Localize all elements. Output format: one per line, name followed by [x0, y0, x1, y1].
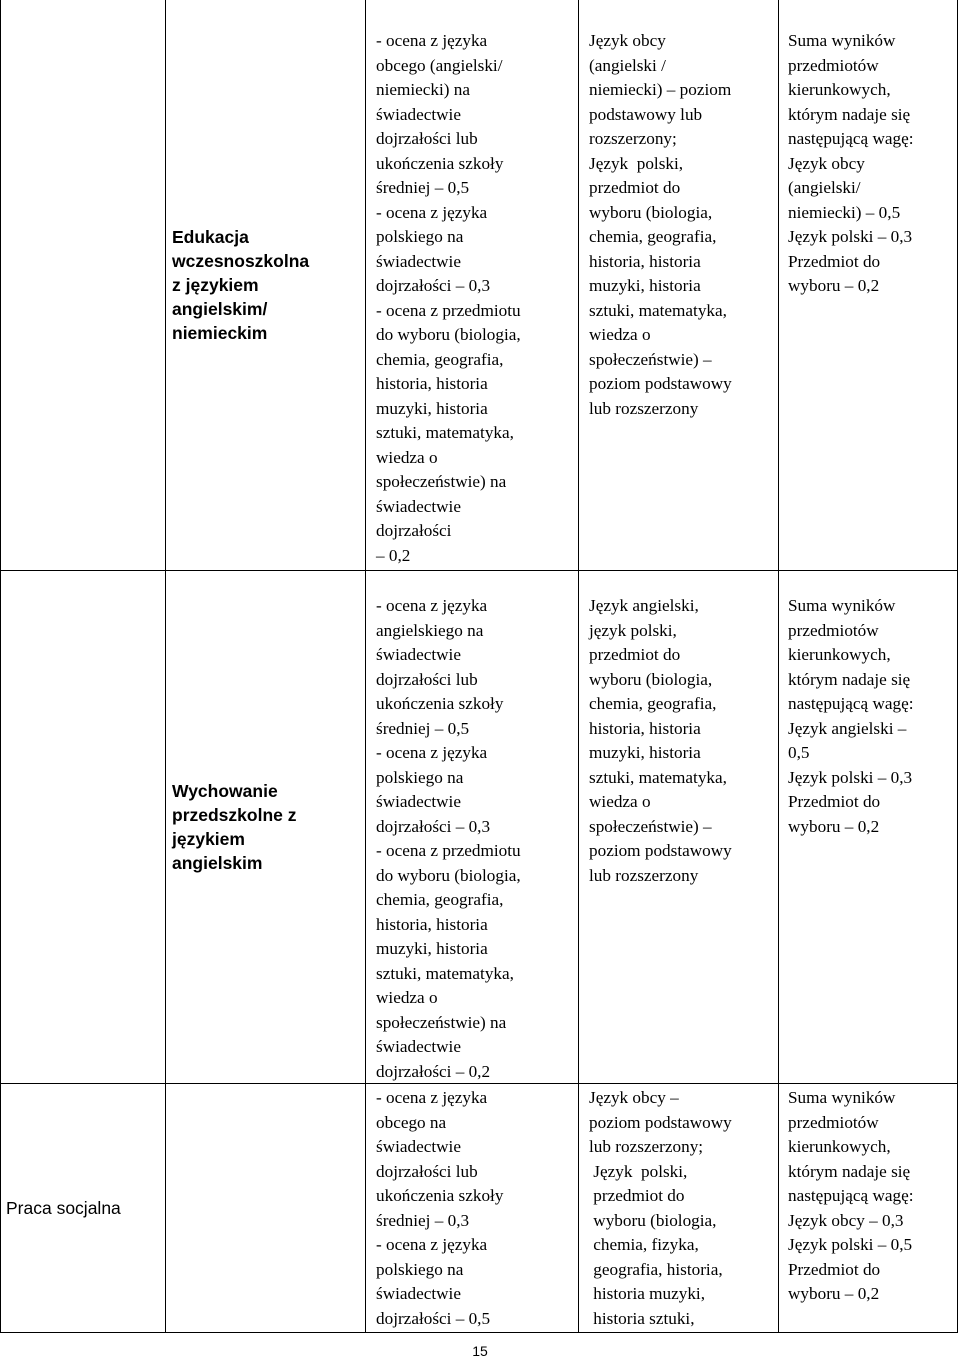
row1-criteria: - ocena z języka obcego (angielski/ niemiecki) na świadectwie dojrzałości lub ukończenia szkoły średniej – 0,5 - ocena z języka polskiego na świadectwie dojrzałości – 0,3 - ocena z przedmiotu do wyboru (biologia, chemia, geografia, historia, historia muzyki, historia sztuki, matematyka, wiedza o społeczeństwie) na świadectwie dojrzałości – 0,2: [376, 31, 521, 565]
row2-criteria: - ocena z języka angielskiego na świadectwie dojrzałości lub ukończenia szkoły średniej – 0,5 - ocena z języka polskiego na świadectwie dojrzałości – 0,3 - ocena z przedmiotu do wyboru (biologia, chemia, geografia, historia, historia muzyki, historia sztuki, matematyka, wiedza o społeczeństwie) na świadectwie dojrzałości – 0,2: [376, 596, 521, 1081]
column-divider-3: [578, 0, 579, 1333]
row3-criteria: - ocena z języka obcego na świadectwie dojrzałości lub ukończenia szkoły średniej – 0,3 - ocena z języka polskiego na świadectwie dojrzałości – 0,5: [376, 1088, 504, 1328]
row1-specialty: Edukacja wczesnoszkolna z językiem angielskim/ niemieckim: [172, 227, 310, 343]
row1-specialty-cell: [172, 0, 362, 570]
table-border-right: [957, 0, 958, 1333]
row2-subjects: Język angielski, język polski, przedmiot do wyboru (biologia, chemia, geografia, historia, historia muzyki, historia sztuki, matematyka, wiedza o społeczeństwie) – poziom podstawowy lub rozszerzony: [589, 596, 732, 885]
row3-weights: Suma wyników przedmiotów kierunkowych, którym nadaje się następującą wagę: Język obcy – 0,3 Język polski – 0,5 Przedmiot do wyboru – 0,2: [788, 1088, 914, 1303]
row2-specialty-cell: [172, 571, 362, 1083]
row1-subjects-cell: [589, 29, 777, 421]
row1-weights-cell: [788, 29, 956, 299]
row2-weights-cell: [788, 594, 956, 839]
row2-criteria-cell: [376, 594, 576, 1084]
column-divider-1: [165, 0, 166, 1333]
row2-weights: Suma wyników przedmiotów kierunkowych, którym nadaje się następującą wagę: Język angielski – 0,5 Język polski – 0,3 Przedmiot do wyboru – 0,2: [788, 596, 914, 836]
row1-weights: Suma wyników przedmiotów kierunkowych, którym nadaje się następującą wagę: Język obcy (angielski/ niemiecki) – 0,5 Język polski – 0,3 Przedmiot do wyboru – 0,2: [788, 31, 914, 295]
row3-subjects-cell: [589, 1086, 777, 1331]
table-border-left: [0, 0, 1, 1333]
row1-criteria-cell: [376, 29, 576, 568]
row3-criteria-cell: [376, 1086, 576, 1331]
column-divider-2: [365, 0, 366, 1333]
row1-subjects: Język obcy (angielski / niemiecki) – poziom podstawowy lub rozszerzony; Język polski, przedmiot do wyboru (biologia, chemia, geografia, historia, historia muzyki, historia sztuki, matematyka, wiedza o społeczeństwie) – poziom podstawowy lub rozszerzony: [589, 31, 732, 418]
row3-faculty: Praca socjalna: [6, 1198, 121, 1218]
row3-subjects: Język obcy – poziom podstawowy lub rozszerzony; Język polski, przedmiot do wyboru (biologia, chemia, fizyka, geografia, historia, historia muzyki, historia sztuki,: [589, 1088, 732, 1328]
column-divider-4: [778, 0, 779, 1333]
row3-weights-cell: [788, 1086, 956, 1307]
table-border-bottom: [0, 1332, 958, 1333]
row2-specialty: Wychowanie przedszkolne z językiem angielskim: [172, 781, 297, 873]
page-number: 15: [472, 1343, 488, 1359]
row-divider-1: [0, 570, 958, 571]
row2-subjects-cell: [589, 594, 777, 888]
row3-faculty-cell: [6, 1084, 164, 1332]
